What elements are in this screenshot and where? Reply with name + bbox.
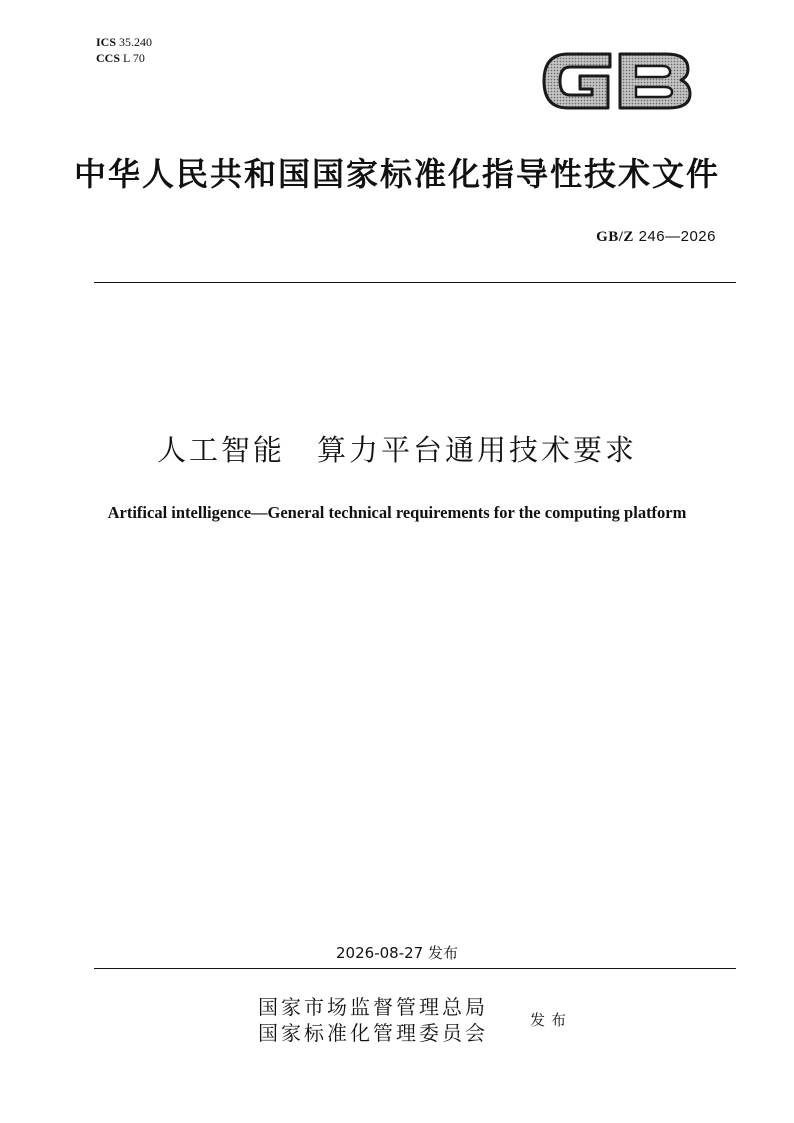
bottom-divider	[94, 968, 736, 969]
ics-code	[96, 34, 152, 50]
document-type-heading: 中华人民共和国国家标准化指导性技术文件	[73, 155, 720, 193]
title-chinese: 人工智能 算力平台通用技术要求	[156, 433, 637, 467]
standard-number	[596, 228, 716, 246]
issue-date: 2026-08-27 发布	[336, 944, 458, 962]
ccs-code	[96, 50, 152, 66]
standard-number-value: 246—2026	[638, 228, 716, 245]
ccs-value: L 70	[123, 51, 145, 65]
issuer-sac: 国家标准化管理委员会	[258, 1021, 488, 1045]
publish-label: 发布	[530, 1011, 573, 1029]
top-divider	[94, 282, 736, 283]
issuing-authorities	[258, 994, 488, 1046]
ccs-label: CCS	[96, 51, 121, 65]
gb-logo-icon	[538, 42, 696, 120]
ics-label: ICS	[96, 35, 117, 49]
ics-value: 35.240	[119, 35, 153, 49]
standard-number-prefix: GB/Z	[596, 229, 634, 245]
classification-codes	[96, 34, 152, 66]
issuer-samr: 国家市场监督管理总局	[258, 995, 488, 1019]
title-english: Artifical intelligence—General technical requirements for the computing platform	[107, 503, 687, 522]
